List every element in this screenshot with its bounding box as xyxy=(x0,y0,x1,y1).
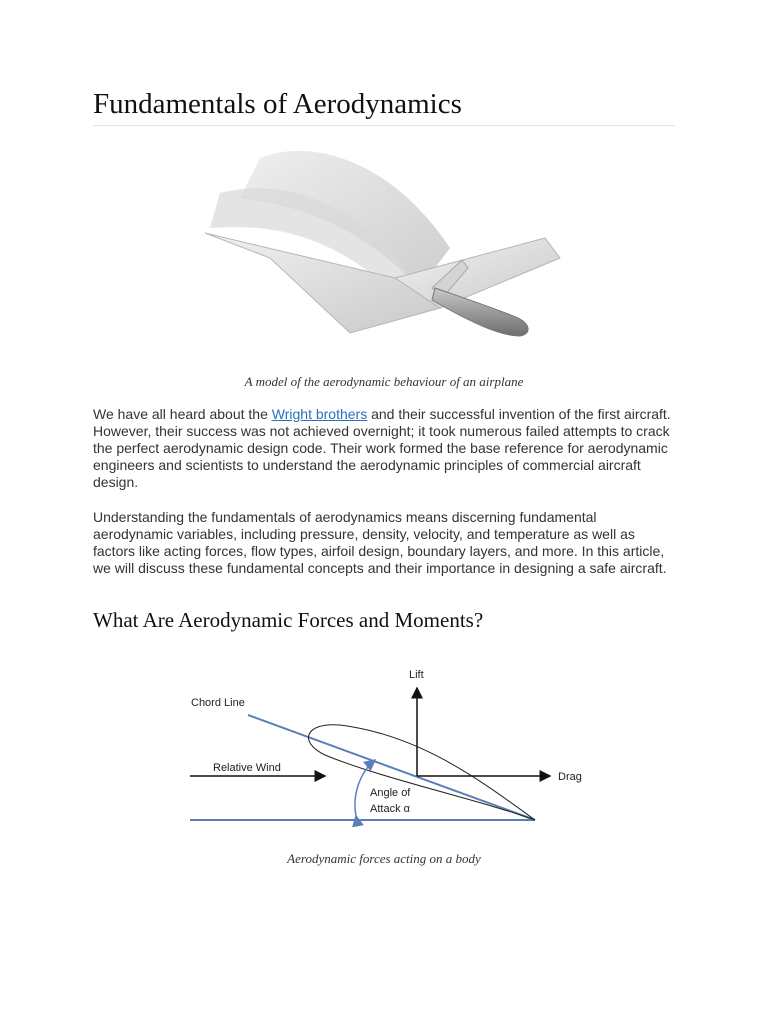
drag-label: Drag xyxy=(558,771,582,783)
section-heading: What Are Aerodynamic Forces and Moments? xyxy=(93,608,484,632)
chord-line-label: Chord Line xyxy=(191,697,245,709)
intro-text-before-link: We have all heard about the xyxy=(93,406,272,422)
wright-brothers-link[interactable]: Wright brothers xyxy=(271,406,368,422)
page-title: Fundamentals of Aerodynamics xyxy=(93,88,675,126)
angle-of-attack-label-line2: Attack α xyxy=(370,803,410,815)
fuselage xyxy=(432,288,528,336)
fundamentals-paragraph: Understanding the fundamentals of aerodynamics means discerning fundamental aerodynamic variables, including pressure, density, velocity, and temperature as well as factors like acting forces, flow types, airfoil design, boundary layers, and more. In this article, we will discuss these fundamental concepts and their importance in designing a safe aircraft. xyxy=(93,509,667,576)
airfoil xyxy=(309,725,535,820)
intro-paragraph xyxy=(93,406,675,491)
figure1-caption: A model of the aerodynamic behaviour of an airplane xyxy=(244,374,524,389)
airplane-flow-illustration xyxy=(200,138,568,366)
relative-wind-label: Relative Wind xyxy=(213,762,281,774)
figure2-caption: Aerodynamic forces acting on a body xyxy=(287,851,481,866)
angle-of-attack-label-line1: Angle of xyxy=(370,787,411,799)
intro-text-after-link: and their successful invention of the first aircraft. However, their success was not achieved overnight; it took numerous failed attempts to crack the perfect aerodynamic design code. Their work formed the base reference for aerodynamic engineers and scientists to understand the aerodynamic principles of commercial aircraft design. xyxy=(93,406,671,490)
lift-label: Lift xyxy=(409,669,424,681)
aerodynamic-forces-diagram xyxy=(180,660,600,840)
